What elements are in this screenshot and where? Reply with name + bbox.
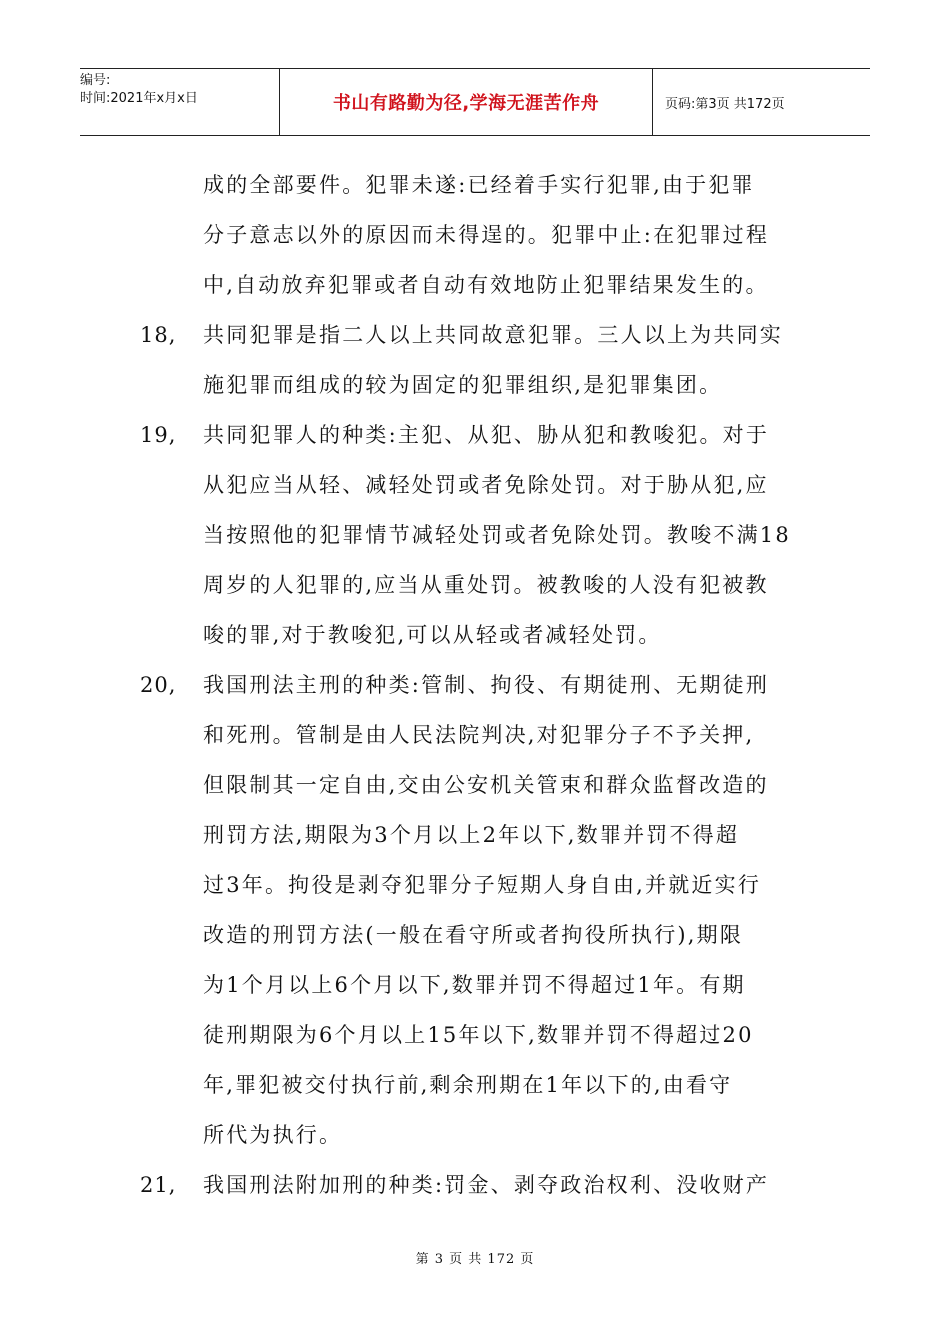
body-line: 共同犯罪是指二人以上共同故意犯罪。三人以上为共同实: [203, 323, 783, 347]
body-line: 成的全部要件。犯罪未遂:已经着手实行犯罪,由于犯罪: [203, 173, 755, 197]
body-line: 共同犯罪人的种类:主犯、从犯、胁从犯和教唆犯。对于: [203, 423, 770, 447]
body-line: 刑罚方法,期限为3个月以上2年以下,数罪并罚不得超: [203, 823, 740, 847]
body-line: 改造的刑罚方法(一般在看守所或者拘役所执行),期限: [203, 923, 744, 947]
item-number: 20,: [140, 673, 177, 697]
body-line: 从犯应当从轻、减轻处罚或者免除处罚。对于胁从犯,应: [203, 473, 769, 497]
body-line: 周岁的人犯罪的,应当从重处罚。被教唆的人没有犯被教: [203, 573, 769, 597]
body-line: 但限制其一定自由,交由公安机关管束和群众监督改造的: [203, 773, 769, 797]
page-footer: 第 3 页 共 172 页: [415, 1252, 535, 1267]
body-line: 当按照他的犯罪情节减轻处罚或者免除处罚。教唆不满18: [203, 523, 791, 547]
body-line: 唆的罪,对于教唆犯,可以从轻或者减轻处罚。: [203, 623, 662, 647]
item-number: 19,: [140, 423, 177, 447]
body-line: 分子意志以外的原因而未得逞的。犯罪中止:在犯罪过程: [203, 223, 770, 247]
document-number-label: 编号:: [80, 73, 111, 88]
body-line: 徒刑期限为6个月以上15年以下,数罪并罚不得超过20: [203, 1023, 754, 1047]
document-time-label: 时间:2021年x月x日: [80, 91, 198, 106]
page-header: [80, 68, 870, 136]
body-line: 年,罪犯被交付执行前,剩余刑期在1年以下的,由看守: [203, 1073, 733, 1097]
body-line: 过3年。拘役是剥夺犯罪分子短期人身自由,并就近实行: [203, 873, 762, 897]
body-line: 所代为执行。: [203, 1123, 343, 1147]
header-motto: 书山有路勤为径,学海无涯苦作舟: [280, 69, 653, 135]
item-number: 18,: [140, 323, 177, 347]
body-line: 我国刑法主刑的种类:管制、拘役、有期徒刑、无期徒刑: [203, 673, 770, 697]
body-line: 我国刑法附加刑的种类:罚金、剥夺政治权利、没收财产: [203, 1173, 770, 1197]
body-line: 施犯罪而组成的较为固定的犯罪组织,是犯罪集团。: [203, 373, 723, 397]
body-line: 中,自动放弃犯罪或者自动有效地防止犯罪结果发生的。: [203, 273, 769, 297]
item-number: 21,: [140, 1173, 177, 1197]
header-page-label: 页码:第3页 共172页: [665, 96, 785, 112]
body-line: 为1个月以上6个月以下,数罪并罚不得超过1年。有期: [203, 973, 746, 997]
header-meta: [80, 69, 280, 135]
body-line: 和死刑。管制是由人民法院判决,对犯罪分子不予关押,: [203, 723, 755, 747]
